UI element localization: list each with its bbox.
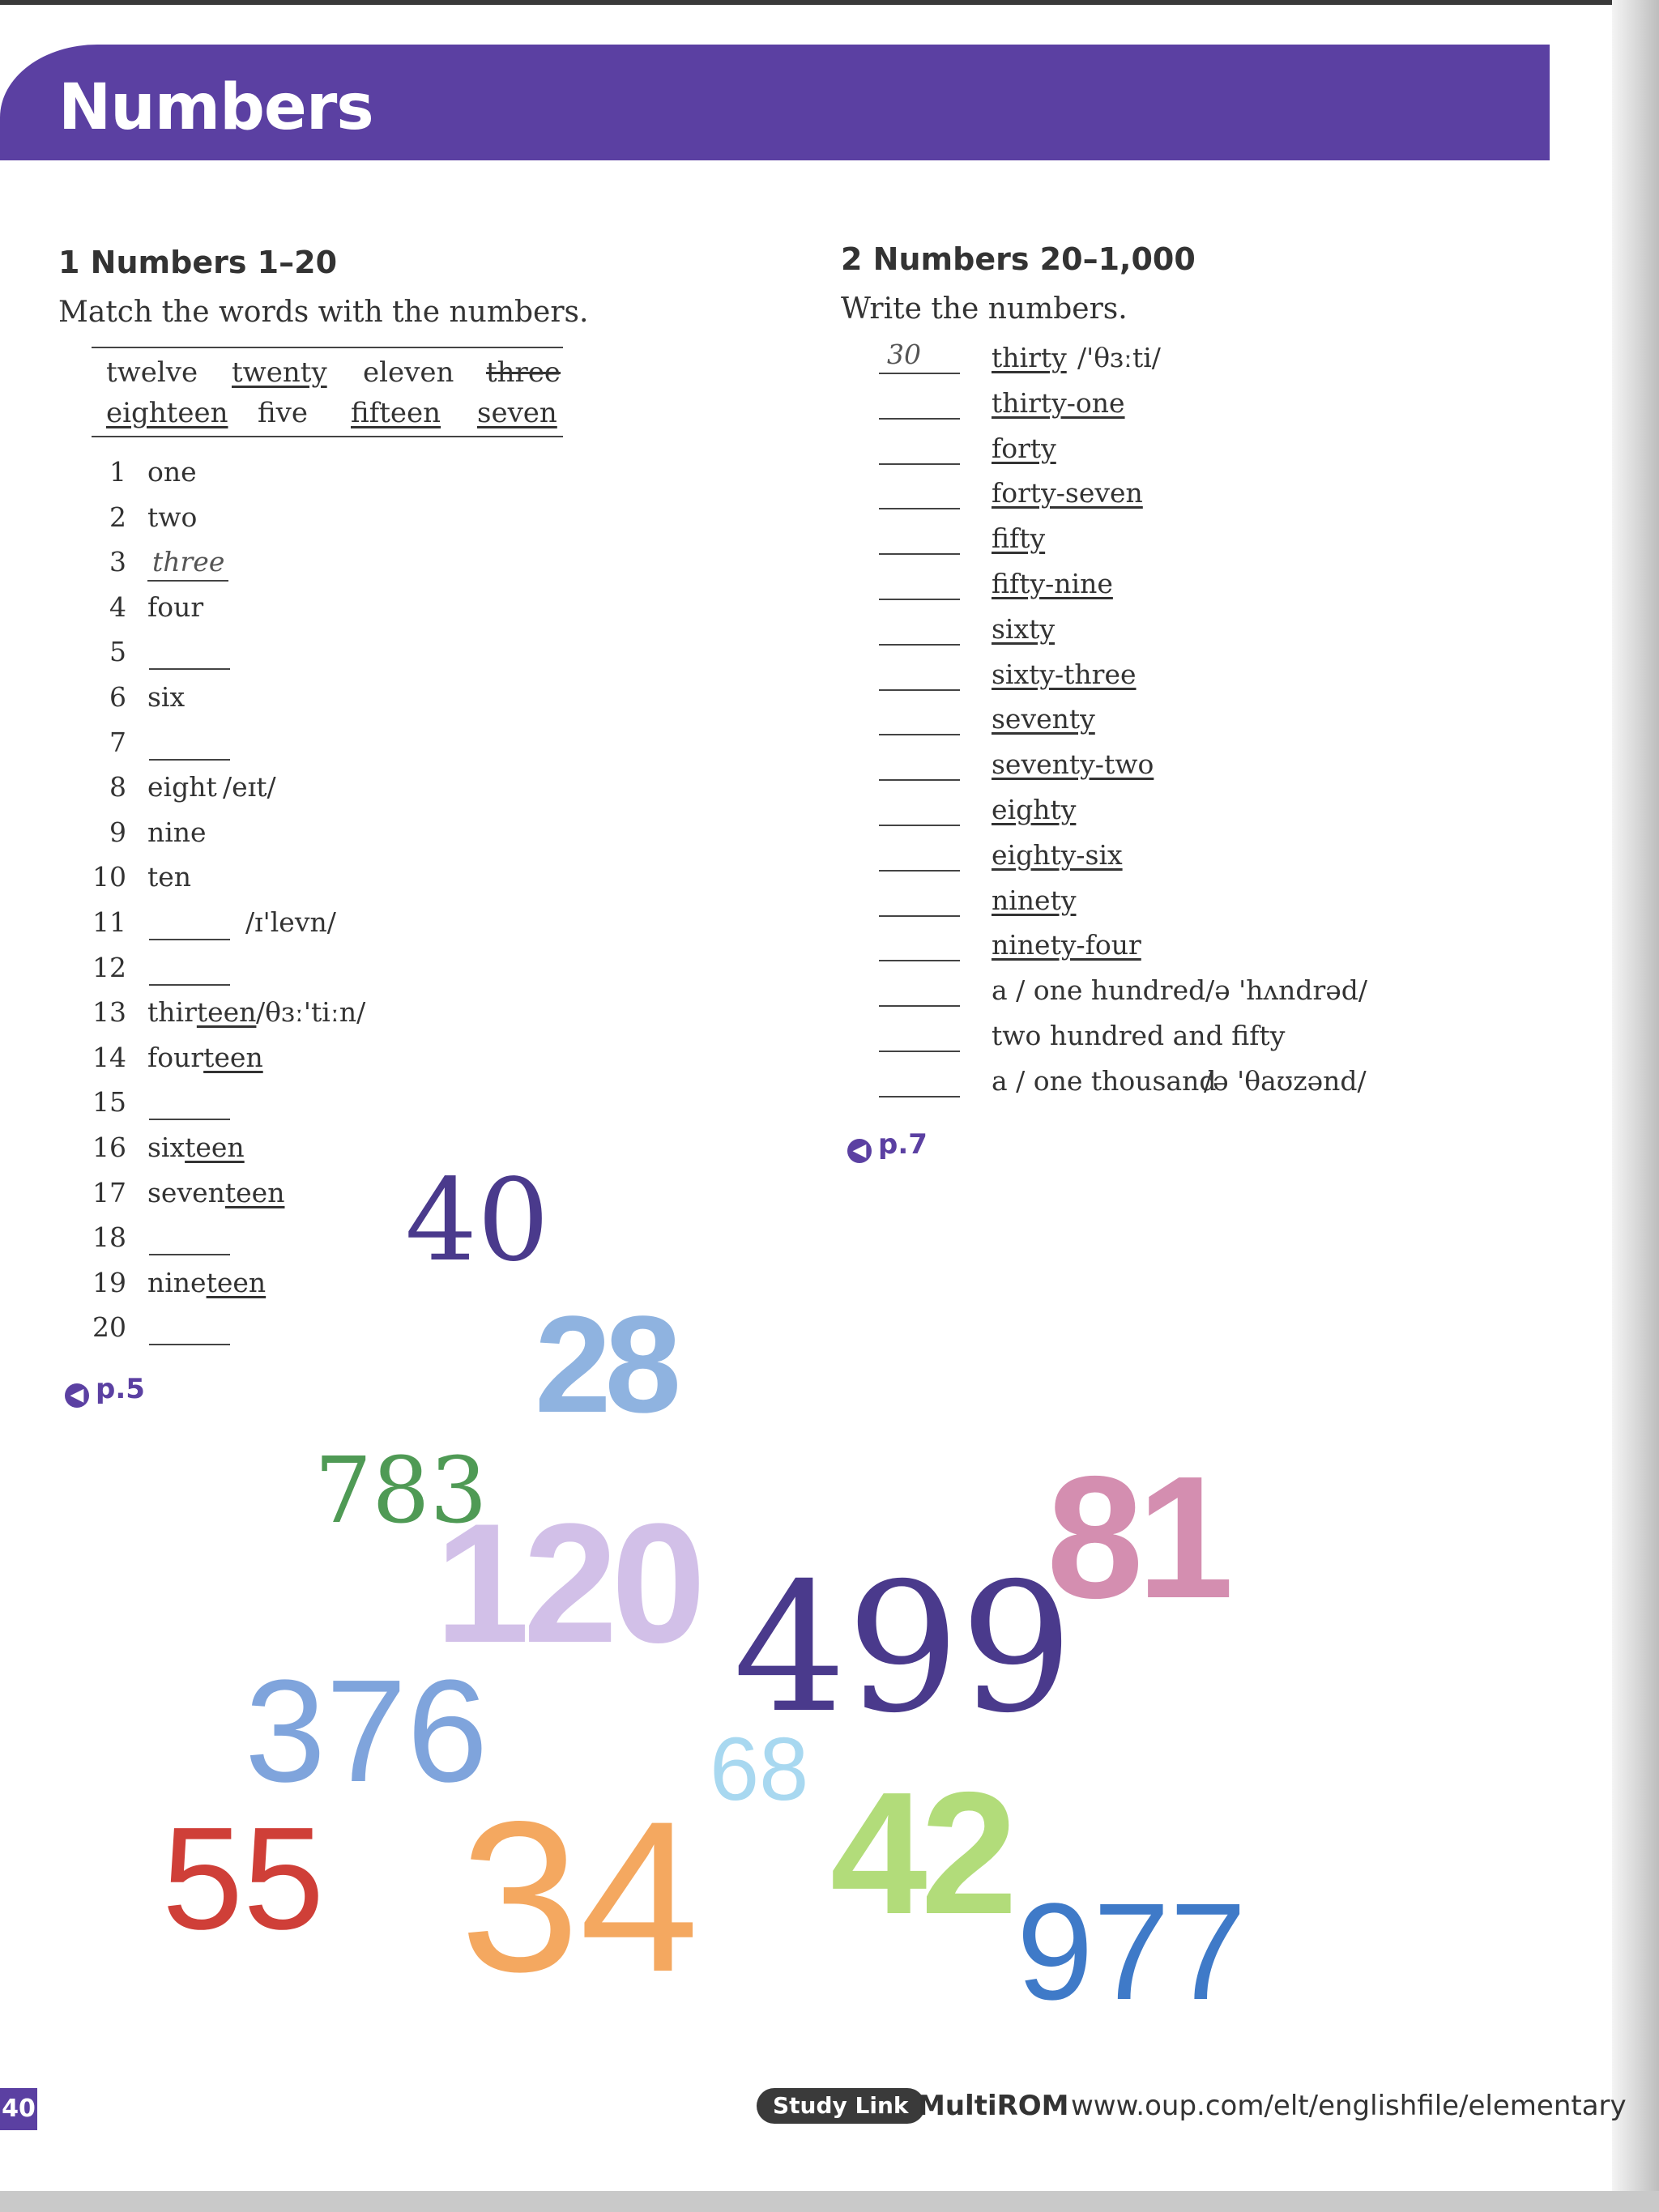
bank-word: seven [477,397,557,429]
item-number: 15 [92,1086,126,1119]
item-word: eighty-six [992,838,1123,871]
item-word: thirty-one [992,386,1125,419]
item-word: fifty-nine [992,568,1113,599]
list-item [0,794,1539,831]
answer-blank[interactable] [149,1344,230,1345]
page-binding-edge [1612,0,1659,2212]
item-word: two [147,501,198,533]
item-number: 10 [92,861,126,893]
item-word: fifty [992,522,1046,555]
decorative-number: 376 [245,1650,488,1813]
item-word: eighty [992,794,1077,825]
list-item [0,748,1539,786]
item-number: 9 [109,816,126,848]
item-number: 1 [109,456,126,488]
item-word: forty-seven [992,477,1143,509]
section2-heading: 2 Numbers 20–1,000 [841,241,1196,277]
bank-word: eleven [363,356,454,389]
phonetic: /ə 'θaʊzənd/ [1204,1064,1367,1097]
answer-blank[interactable] [879,734,960,735]
item-number: 2 [109,501,126,533]
answer-blank[interactable] [879,779,960,781]
phonetic: /θɜː'tiːn/ [256,996,366,1029]
decorative-number: 68 [710,1720,809,1819]
list-item [0,658,1539,696]
item-number: 16 [92,1132,126,1163]
page-top-edge [0,0,1659,5]
decorative-number: 977 [1017,1875,1247,2029]
list-item [0,339,1539,379]
section1-heading: 1 Numbers 1–20 [58,245,338,280]
item-word: two hundred and fifty [992,1020,1286,1051]
item-word: nineteen [147,1266,267,1298]
item-word: eight [147,771,217,803]
answer-blank[interactable] [879,1096,960,1097]
bank-word: five [258,397,309,429]
list-item [0,433,1539,470]
answer-blank[interactable] [879,870,960,872]
page-number: 40 [0,2088,37,2130]
bank-word: twelve [106,356,198,389]
item-word: seventy-two [992,748,1154,781]
phonetic: /'θɜːti/ [1077,342,1161,373]
item-word: ten [147,861,192,893]
answer-blank[interactable] [879,463,960,465]
phonetic: /ɪ'levn/ [245,906,336,938]
list-item [0,1311,567,1349]
answer-blank[interactable] [879,418,960,420]
list-item [0,884,1539,922]
bank-word: fifteen [351,397,441,429]
decorative-number: 28 [535,1288,676,1442]
item-word: sixty [992,612,1056,645]
decorative-number: 34 [460,1777,699,2017]
answer-blank[interactable] [879,825,960,826]
item-word: sixty-three [992,658,1137,690]
item-number: 17 [92,1176,126,1208]
decorative-number: 783 [314,1438,488,1544]
answer-blank[interactable] [879,960,960,961]
item-word: seventeen [147,1176,285,1208]
item-word: nine [147,816,207,848]
item-word: seventy [992,703,1095,735]
list-item [0,1020,1539,1057]
list-item [0,387,1539,424]
item-word: sixteen [147,1132,245,1163]
answer-blank[interactable] [879,508,960,509]
bank-word-used: three [486,356,561,389]
item-word: thirty [992,342,1067,373]
bank-word: twenty [232,356,327,389]
item-word: fourteen [147,1041,263,1073]
list-item [0,522,1539,560]
arrow-left-icon: ◀ [847,1139,872,1163]
decorative-number: 120 [435,1488,700,1678]
answer-blank[interactable] [879,553,960,555]
answer-blank[interactable] [149,1254,230,1255]
item-word: thirteen [147,996,257,1029]
list-item [0,477,1539,514]
item-word: four [147,590,204,623]
item-number: 20 [92,1311,126,1344]
decorative-number: 499 [733,1545,1073,1752]
list-item [0,568,1539,605]
answer-blank[interactable] [879,373,960,374]
study-link-badge: Study Link [757,2088,925,2124]
item-number: 5 [109,636,126,668]
answer-blank[interactable] [879,1051,960,1052]
decorative-number: 40 [405,1155,550,1287]
item-number: 18 [92,1221,126,1254]
list-item [0,974,1539,1012]
answer-blank[interactable] [879,1005,960,1007]
item-word: one [147,456,197,488]
item-number: 11 [92,906,126,938]
list-item [0,1065,1539,1102]
page-bottom-edge [0,2191,1659,2212]
bank-word: eighteen [106,397,228,429]
section1-page-link[interactable]: ◀ p.5 [65,1373,145,1408]
decorative-number: 42 [830,1755,1012,1950]
item-number: 8 [109,771,126,803]
decorative-number: 55 [162,1797,325,1960]
item-number: 3 [109,546,126,578]
item-word: forty [992,432,1056,464]
list-item [0,613,1539,650]
list-item [0,929,1539,966]
answer-blank[interactable] [879,689,960,691]
website-url[interactable]: www.oup.com/elt/englishfile/elementary [1071,2090,1627,2122]
item-word: ninety-four [992,929,1141,961]
section1-instruction: Match the words with the numbers. [58,296,589,329]
arrow-left-icon: ◀ [65,1383,89,1408]
item-number: 6 [109,681,126,713]
list-item [0,839,1539,876]
decorative-number: 81 [1047,1439,1228,1634]
answer-blank[interactable] [879,915,960,917]
answer-blank[interactable] [879,599,960,600]
item-word: a / one thousand [992,1064,1217,1097]
item-number: 19 [92,1266,126,1298]
list-item [0,703,1539,740]
multirom-label: MultiROM [918,2090,1069,2122]
page-title: Numbers [58,71,373,144]
item-number: 4 [109,590,126,623]
item-number: 7 [109,726,126,758]
phonetic: /ə 'hʌndrəd/ [1205,974,1368,1007]
item-number: 14 [92,1041,126,1073]
section2-instruction: Write the numbers. [841,292,1128,326]
item-word: a / one hundred [992,974,1206,1007]
item-word: three [152,546,225,578]
answer-blank[interactable] [149,1119,230,1120]
item-word: six [147,681,186,713]
item-number: 12 [92,951,126,983]
example-answer: 30 [887,339,921,370]
item-word: ninety [992,884,1077,916]
item-number: 13 [92,996,126,1029]
phonetic: /eɪt/ [223,771,276,803]
section2-page-link[interactable]: ◀ p.7 [847,1128,928,1163]
answer-blank[interactable] [879,644,960,646]
